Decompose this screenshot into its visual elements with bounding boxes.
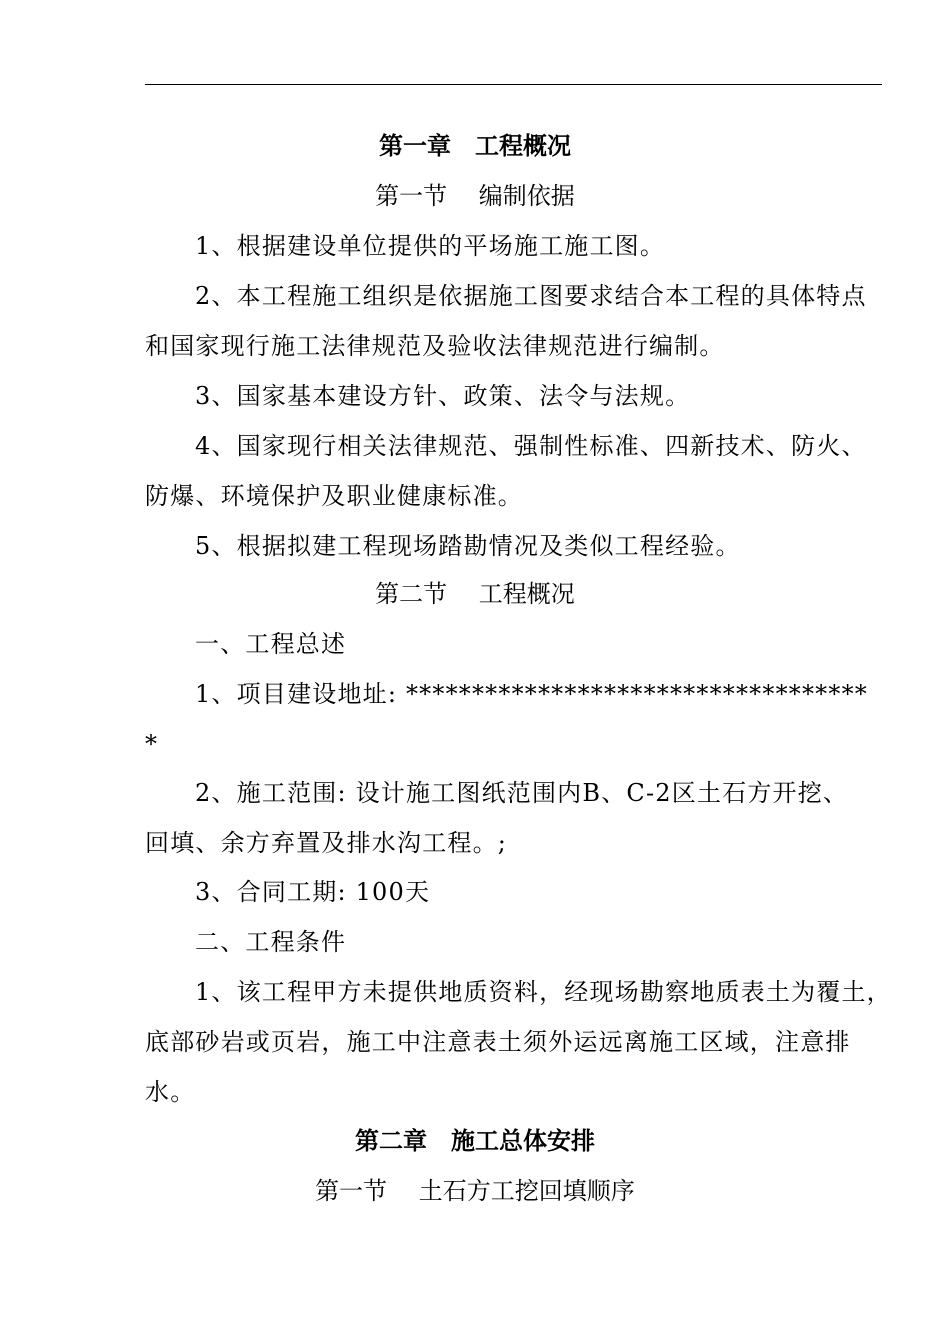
section-3-title: 第一节 土石方工挖回填顺序: [315, 1177, 635, 1205]
basis-item-3: 3、国家基本建设方针、政策、法令与法规。: [195, 382, 691, 410]
overview-item-1: 1、项目建设地址: ***********************************: [195, 680, 868, 708]
overview-item-1-cont: *: [145, 730, 159, 758]
basis-item-4: 4、国家现行相关法律规范、强制性标准、四新技术、防火、: [195, 432, 867, 460]
section-1-title: 第一节 编制依据: [375, 182, 575, 210]
overview-item-2-cont: 回填、余方弃置及排水沟工程。;: [145, 829, 508, 857]
basis-item-1: 1、根据建设单位提供的平场施工施工图。: [195, 232, 666, 260]
condition-item-1-cont-2: 水。: [145, 1078, 196, 1106]
basis-item-2: 2、本工程施工组织是依据施工图要求结合本工程的具体特点: [195, 282, 867, 310]
basis-item-5: 5、根据拟建工程现场踏勘情况及类似工程经验。: [195, 532, 741, 560]
header-rule: [145, 84, 882, 85]
condition-item-1-cont: 底部砂岩或页岩，施工中注意表土须外运远离施工区域，注意排: [145, 1028, 851, 1056]
overview-item-2: 2、施工范围: 设计施工图纸范围内B、C-2区土石方开挖、: [195, 779, 849, 807]
chapter-2-title: 第二章 施工总体安排: [355, 1127, 595, 1155]
chapter-1-title: 第一章 工程概况: [379, 132, 571, 160]
basis-item-4-cont: 防爆、环境保护及职业健康标准。: [145, 482, 523, 510]
section-2-title: 第二节 工程概况: [375, 580, 575, 608]
overview-heading-2: 二、工程条件: [195, 928, 347, 956]
basis-item-2-cont: 和国家现行施工法律规范及验收法律规范进行编制。: [145, 332, 725, 360]
condition-item-1: 1、该工程甲方未提供地质资料，经现场勘察地质表土为覆土，: [195, 978, 892, 1006]
overview-heading-1: 一、工程总述: [195, 630, 347, 658]
overview-item-3: 3、合同工期: 100天: [195, 878, 431, 906]
